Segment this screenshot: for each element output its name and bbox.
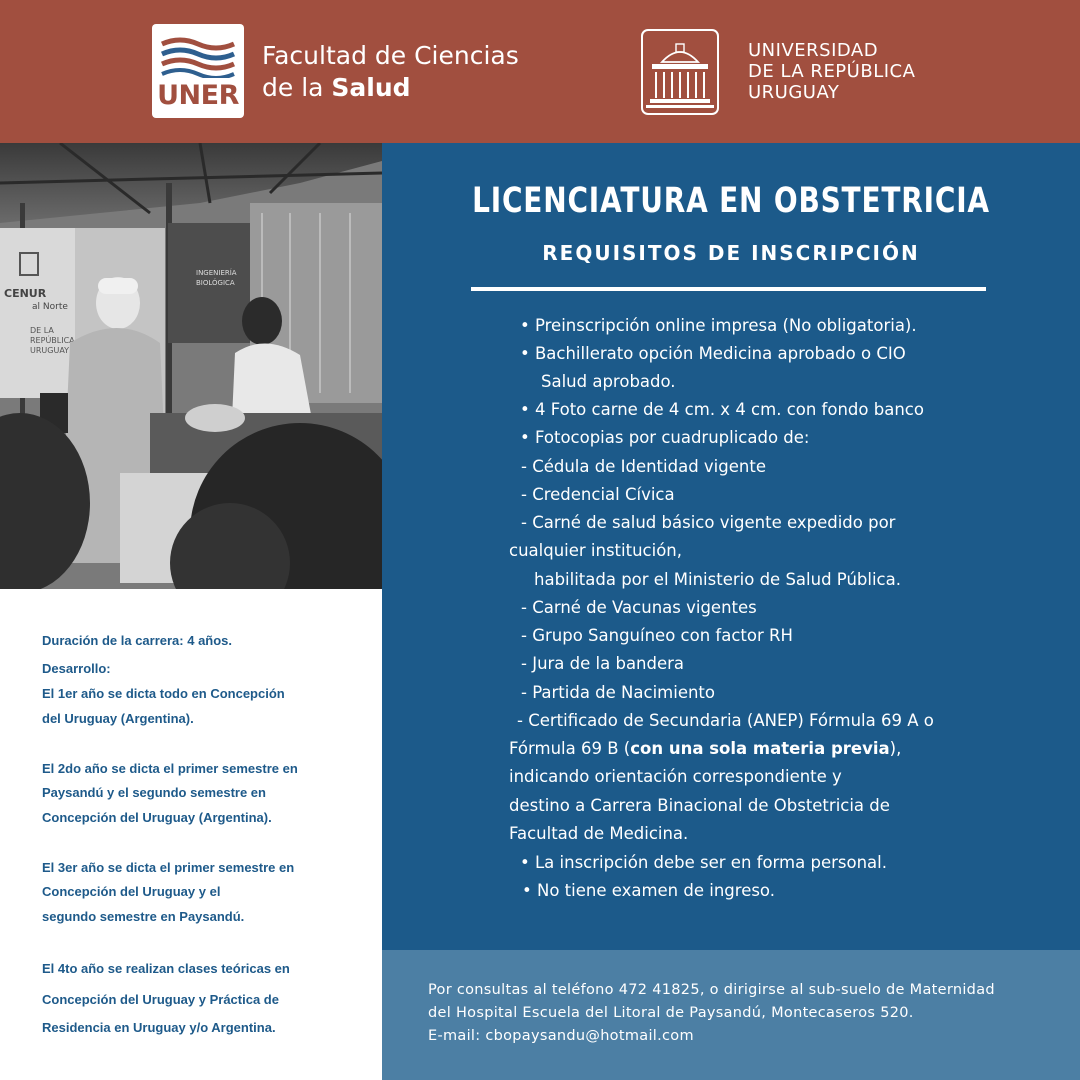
faculty-name-line1: Facultad de Ciencias (262, 41, 519, 70)
requirement-item (509, 739, 901, 758)
banner-text-biologica: BIOLÓGICA (196, 279, 235, 287)
requirement-item: Salud aprobado. (541, 372, 676, 391)
year4-line2: Concepción del Uruguay y Práctica de (42, 992, 279, 1007)
requirement-text: Fórmula 69 B ( (509, 739, 631, 758)
requirement-item: - Cédula de Identidad vigente (521, 457, 766, 476)
udelar-seal-icon (640, 28, 720, 116)
year2-text1: El 2do año se dicta el primer semestre en (42, 761, 298, 776)
requirement-item: - Credencial Cívica (521, 485, 675, 504)
contact-footer (382, 950, 1080, 1080)
udelar-name-line3: URUGUAY (748, 82, 840, 103)
requirement-item: destino a Carrera Binacional de Obstetricia de (509, 796, 890, 815)
year4-line3: Residencia en Uruguay y/o Argentina. (42, 1020, 276, 1035)
requirement-bold: con una sola materia previa (630, 739, 890, 758)
requirement-text: ), (889, 739, 902, 758)
uner-logo-text: UNER (157, 80, 239, 111)
udelar-name (748, 40, 915, 103)
career-development-label: Desarrollo: (42, 661, 111, 676)
year3-line3: segundo semestre en Paysandú. (42, 909, 245, 924)
header-band (0, 0, 1080, 143)
year2-line1 (42, 761, 298, 776)
requirements-panel (382, 143, 1080, 950)
faculty-name-prefix: de la (262, 73, 332, 102)
year2-line3: Concepción del Uruguay (Argentina). (42, 810, 272, 825)
faculty-name-bold: Salud (331, 73, 411, 102)
requirement-item: • No tiene examen de ingreso. (522, 881, 775, 900)
year1-line2: del Uruguay (Argentina). (42, 711, 194, 726)
udelar-name-line2: DE LA REPÚBLICA (748, 61, 916, 82)
year4-text1: El 4to año se realizan clases teóricas en (42, 961, 290, 976)
requirements-list (382, 143, 1080, 950)
year4-line1 (42, 961, 290, 976)
requirement-item: • Preinscripción online impresa (No obligatoria). (520, 316, 917, 335)
requirement-item: • Fotocopias por cuadruplicado de: (520, 428, 810, 447)
contact-line2: del Hospital Escuela del Litoral de Paysandú, Montecaseros 520. (428, 1005, 914, 1021)
requirement-item: - Jura de la bandera (521, 654, 685, 673)
requirement-item: - Carné de salud básico vigente expedido por (521, 513, 896, 532)
requirement-item: - Certificado de Secundaria (ANEP) Fórmula 69 A o (517, 711, 934, 730)
page-subtitle: REQUISITOS DE INSCRIPCIÓN (542, 241, 920, 265)
requirement-item: - Grupo Sanguíneo con factor RH (521, 626, 793, 645)
year3-line2: Concepción del Uruguay y el (42, 884, 221, 899)
banner-text-republica: REPÚBLICA (30, 336, 75, 345)
banner-text-norte: al Norte (32, 302, 68, 312)
year3-text1: El 3er año se dicta el primer semestre en (42, 860, 295, 875)
faculty-name (262, 40, 519, 104)
banner-text-cenur: CENUR (4, 287, 47, 300)
banner-text-ingenieria: INGENIERÍA (196, 269, 237, 277)
banner-text-uruguay: URUGUAY (30, 346, 70, 355)
students-photo (0, 143, 382, 589)
year1-line1 (42, 686, 285, 701)
faculty-name-line2 (262, 72, 519, 104)
requirement-item: cualquier institución, (509, 541, 682, 560)
year1-text1: El 1er año se dicta todo en Concepción (42, 686, 285, 701)
banner-text-dela: DE LA (30, 326, 54, 335)
requirement-item: habilitada por el Ministerio de Salud Pública. (534, 570, 901, 589)
photo-illustration (0, 143, 382, 589)
requirement-item: • La inscripción debe ser en forma personal. (520, 853, 887, 872)
uner-waves-icon (160, 34, 236, 78)
requirement-item: • Bachillerato opción Medicina aprobado o CIO (520, 344, 906, 363)
requirement-item: indicando orientación correspondiente y (509, 767, 842, 786)
requirement-item: - Partida de Nacimiento (521, 683, 715, 702)
requirement-item: • 4 Foto carne de 4 cm. x 4 cm. con fondo banco (520, 400, 924, 419)
year2-line2: Paysandú y el segundo semestre en (42, 785, 266, 800)
contact-line1: Por consultas al teléfono 472 41825, o dirigirse al sub-suelo de Maternidad (428, 982, 995, 998)
year3-line1 (42, 860, 294, 875)
career-duration: Duración de la carrera: 4 años. (42, 633, 233, 648)
uner-logo (152, 24, 244, 118)
page-title: LICENCIATURA EN OBSTETRICIA (472, 181, 990, 221)
requirement-item: - Carné de Vacunas vigentes (521, 598, 757, 617)
requirement-item: Facultad de Medicina. (509, 824, 689, 843)
udelar-name-line1: UNIVERSIDAD (748, 40, 879, 61)
contact-email: E-mail: cbopaysandu@hotmail.com (428, 1028, 694, 1044)
